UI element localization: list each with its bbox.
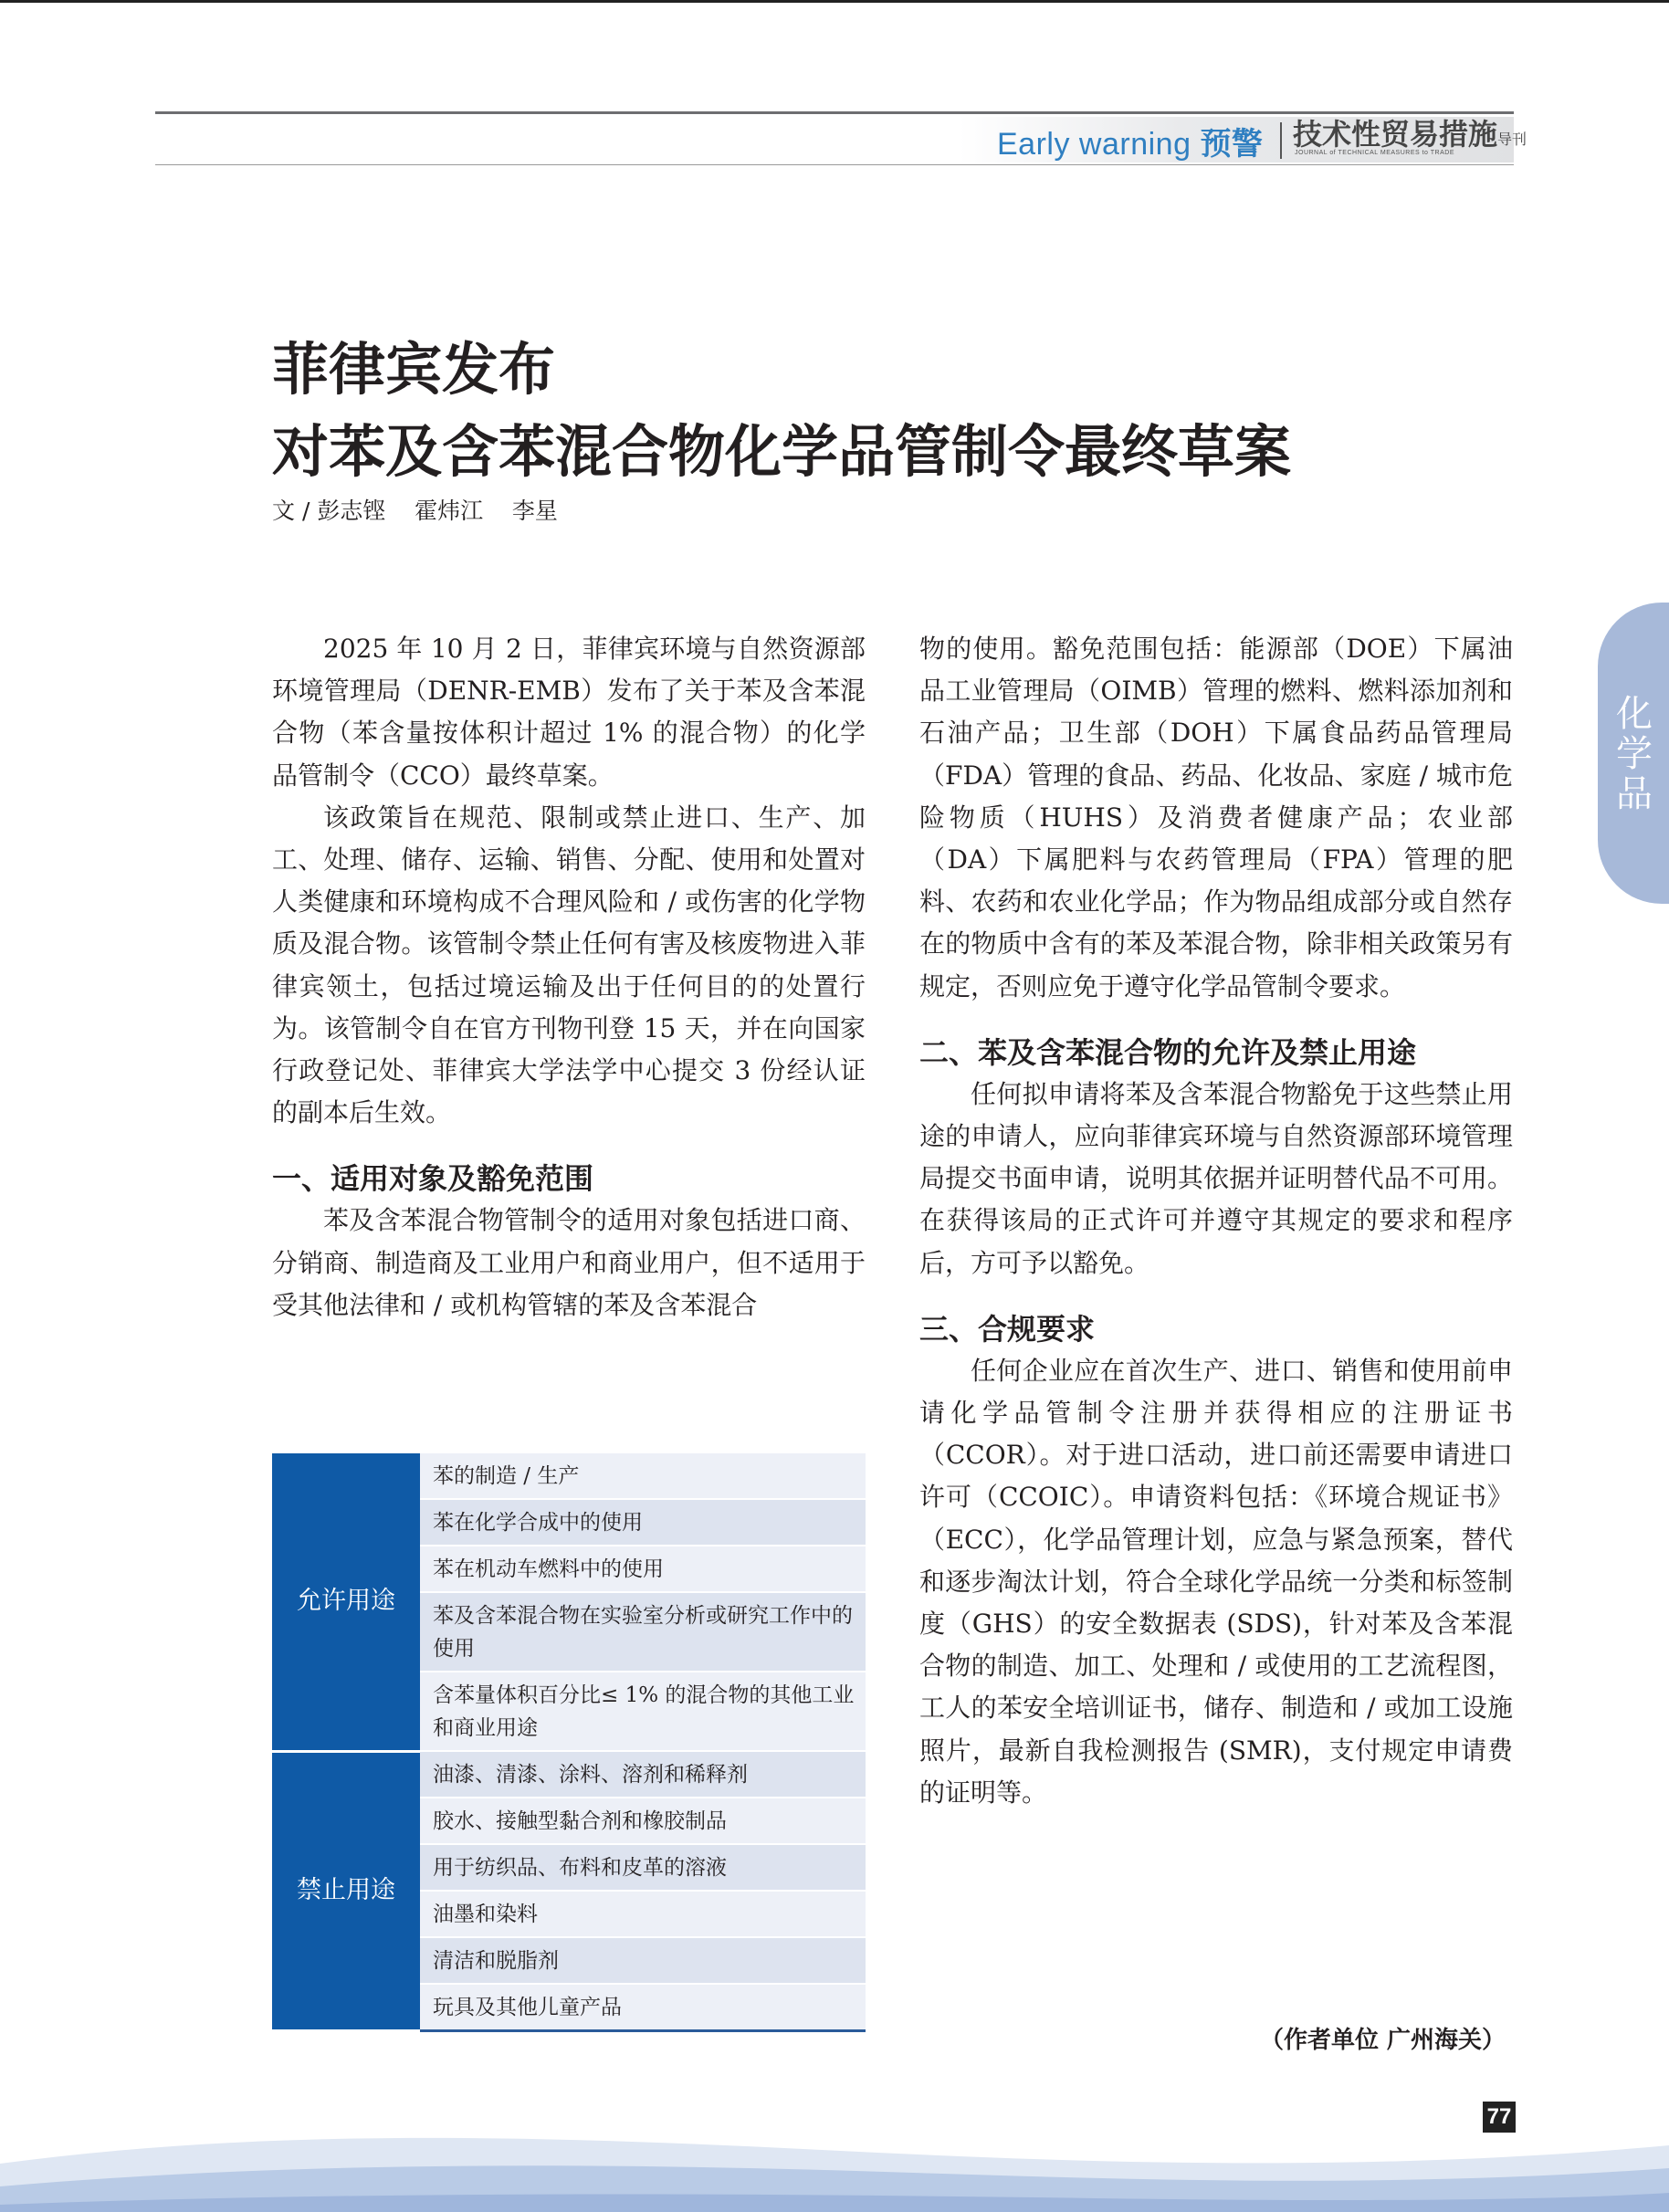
table-row <box>272 1453 866 1499</box>
author-affiliation: （作者单位 广州海关） <box>1260 2027 1506 2054</box>
table-cell: 清洁和脱脂剂 <box>420 1937 866 1984</box>
paragraph: 该政策旨在规范、限制或禁止进口、生产、加工、处理、储存、运输、销售、分配、使用和处置对人类健康和环境构成不合理风险和 / 或伤害的化学物质及混合物。该管制令禁止任何有害及核废物进入菲律宾领土，包括过境运输及出于任何目的的处置行为。该管制令自在官方刊物刊登 15 天，并在向国家行政登记处、菲律宾大学法学中心提交 3 份经认证的副本后生效。 <box>272 802 866 1128</box>
page-number: 77 <box>1483 2102 1516 2133</box>
paragraph: 任何企业应在首次生产、进口、销售和使用前申请化学品管制令注册并获得相应的注册证书（CCOR）。对于进口活动，进口前还需要申请进口许可（CCOIC）。申请资料包括：《环境合规证书》（ECC），化学品管理计划，应急与紧急预案，替代和逐步淘汰计划，符合全球化学品统一分类和标签制度（GHS）的安全数据表 (SDS)，针对苯及含苯混合物的制造、加工、处理和 / 或使用的工艺流程图，工人的苯安全培训证书，储存、制造和 / 或加工设施照片，最新自我检测报告 (SMR)，支付规定申请费的证明等。 <box>919 1355 1513 1808</box>
header-rule-bottom <box>155 164 1514 165</box>
prohibited-uses-label: 禁止用途 <box>272 1751 420 2031</box>
table-row <box>272 1751 866 1798</box>
right-column <box>919 628 1513 1814</box>
header-separator <box>1280 122 1282 159</box>
footer-wave-decoration <box>0 2109 1669 2212</box>
table-cell: 含苯量体积百分比≤ 1% 的混合物的其他工业和商业用途 <box>420 1672 866 1751</box>
allowed-uses-label: 允许用途 <box>272 1453 420 1751</box>
header-rule-top <box>155 111 1514 114</box>
section-heading-1: 一、适用对象及豁免范围 <box>272 1161 594 1197</box>
table-cell: 苯在机动车燃料中的使用 <box>420 1546 866 1592</box>
section-label <box>997 119 1263 163</box>
section-heading-2: 二、苯及含苯混合物的允许及禁止用途 <box>919 1034 1417 1070</box>
paragraph: 任何拟申请将苯及含苯混合物豁免于这些禁止用途的申请人，应向菲律宾环境与自然资源部环境管理局提交书面申请，说明其依据并证明替代品不可用。在获得该局的正式许可并遵守其规定的要求和程序后，方可予以豁免。 <box>919 1078 1513 1278</box>
paragraph: 物的使用。豁免范围包括：能源部（DOE）下属油品工业管理局（OIMB）管理的燃料、燃料添加剂和石油产品；卫生部（DOH）下属食品药品管理局（FDA）管理的食品、药品、化妆品、家庭 / 城市危险物质（HUHS）及消费者健康产品；农业部（DA）下属肥料与农药管理局（FPA）管理的肥料、农药和农业化学品；作为物品组成部分或自然存在的物质中含有的苯及苯混合物，除非相关政策另有规定，否则应免于遵守化学品管制令要求。 <box>919 634 1513 1001</box>
section-heading-3: 三、合规要求 <box>919 1311 1096 1347</box>
category-side-tab-label: 化学品 <box>1616 693 1653 815</box>
table-cell: 苯在化学合成中的使用 <box>420 1499 866 1546</box>
table-cell: 苯及含苯混合物在实验室分析或研究工作中的使用 <box>420 1592 866 1672</box>
article-title <box>272 329 1291 493</box>
paragraph: 苯及含苯混合物管制令的适用对象包括进口商、分销商、制造商及工业用户和商业用户，但不适用于受其他法律和 / 或机构管辖的苯及含苯混合 <box>272 1205 866 1320</box>
journal-english-name: JOURNAL of TECHNICAL MEASURES to TRADE <box>1295 150 1454 156</box>
section-label-en: Early warning <box>997 127 1191 162</box>
table-cell: 胶水、接触型黏合剂和橡胶制品 <box>420 1798 866 1844</box>
table-cell: 油漆、清漆、涂料、溶剂和稀释剂 <box>420 1751 866 1798</box>
table-cell: 苯的制造 / 生产 <box>420 1453 866 1499</box>
table-cell: 玩具及其他儿童产品 <box>420 1984 866 2031</box>
left-column <box>272 628 866 1326</box>
section-label-cn: 预警 <box>1200 127 1264 162</box>
title-line-1: 菲律宾发布 <box>272 336 556 403</box>
uses-table <box>272 1453 866 2032</box>
table-cell: 用于纺织品、布料和皮革的溶液 <box>420 1844 866 1891</box>
journal-name: 技术性贸易措施 <box>1293 117 1498 152</box>
uses-table-grid <box>272 1453 866 2032</box>
top-border-line <box>0 0 1669 3</box>
paragraph: 2025 年 10 月 2 日，菲律宾环境与自然资源部环境管理局（DENR-EMB）发布了关于苯及含苯混合物（苯含量按体积计超过 1% 的混合物）的化学品管制令（CCO）最终草案。 <box>272 634 866 791</box>
journal-suffix: 导刊 <box>1497 131 1527 148</box>
table-cell: 油墨和染料 <box>420 1891 866 1937</box>
byline: 文 / 彭志铿 霍炜江 李星 <box>272 498 558 524</box>
title-line-2: 对苯及含苯混合物化学品管制令最终草案 <box>272 418 1292 485</box>
